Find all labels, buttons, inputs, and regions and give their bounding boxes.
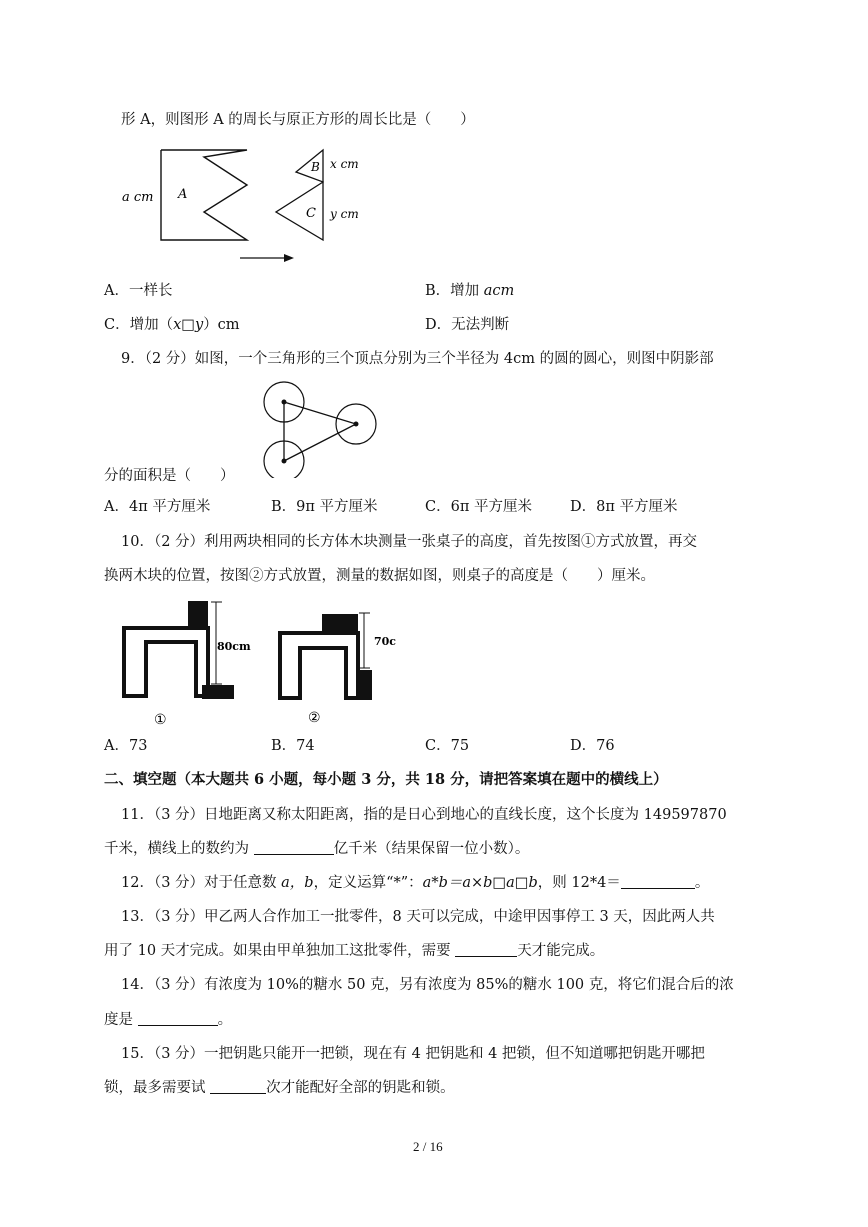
q8-option-d: D．无法判断 <box>425 317 510 333</box>
q12-answer-blank <box>621 874 695 889</box>
table-1 <box>124 628 208 696</box>
q13-answer-blank <box>455 942 517 957</box>
q10-option-b: B．74 <box>271 738 315 754</box>
q14-answer-blank <box>138 1011 218 1026</box>
q9-figure <box>255 378 385 478</box>
q15-line2: 锁，最多需要试 次才能配好全部的钥匙和锁。 <box>104 1080 455 1096</box>
fig2-mark: ② <box>308 710 321 726</box>
measure-1-label: 80cm <box>217 640 251 653</box>
piece-c-label: C <box>306 206 316 221</box>
side-label: a cm <box>122 190 154 205</box>
x-label: x cm <box>330 157 359 171</box>
q8-option-c: C．增加（x□y）cm <box>104 317 240 333</box>
q10-option-c: C．75 <box>425 738 470 754</box>
q13-line1: 13．（3 分）甲乙两人合作加工一批零件，8 天可以完成，中途甲因事停工 3 天，因此两人共 <box>121 909 715 925</box>
q11-line1: 11．（3 分）日地距离又称太阳距离，指的是日心到地心的直线长度，这个长度为 149597870 <box>121 807 727 823</box>
q10-line1: 10．（2 分）利用两块相同的长方体木块测量一张桌子的高度，首先按图①方式放置，再交 <box>121 534 698 550</box>
y-label: y cm <box>330 207 359 221</box>
section-2-heading: 二、填空题（本大题共 6 小题，每小题 3 分，共 18 分，请把答案填在题中的横线上） <box>104 771 668 788</box>
q8-figure <box>118 140 378 270</box>
q9-stem-tail: 分的面积是（ ） <box>104 468 235 484</box>
triangle <box>284 402 356 461</box>
q9-option-c: C．6π 平方厘米 <box>425 499 532 515</box>
measure-2-label: 70c <box>374 635 397 648</box>
q8-option-b: B．增加 acm <box>425 283 515 299</box>
q12-line: 12．（3 分）对于任意数 a，b，定义运算“*”：a*b＝a×b□a□b，则 12*4＝ 。 <box>121 875 710 891</box>
arrow-head <box>284 254 294 262</box>
fig1-mark: ① <box>154 712 167 726</box>
q14-line1: 14．（3 分）有浓度为 10%的糖水 50 克，另有浓度为 85%的糖水 100 克，将它们混合后的浓 <box>121 977 734 993</box>
q10-line2: 换两木块的位置，按图②方式放置，测量的数据如图，则桌子的高度是（ ）厘米。 <box>104 568 655 584</box>
q14-line2: 度是 。 <box>104 1012 233 1028</box>
block-2-top <box>322 614 358 633</box>
q8-stem-tail: 形 A，则图形 A 的周长与原正方形的周长比是（ ） <box>121 112 475 128</box>
q15-answer-blank <box>210 1079 266 1094</box>
q8-option-a: A．一样长 <box>104 283 173 299</box>
block-1-top <box>188 601 208 628</box>
shape-a-outline <box>161 150 247 240</box>
piece-b-label: B <box>311 160 320 174</box>
region-a-label: A <box>178 187 188 202</box>
table-2 <box>280 633 358 698</box>
q9-option-a: A．4π 平方厘米 <box>104 499 211 515</box>
q10-option-a: A．73 <box>104 738 148 754</box>
q10-figure <box>118 598 408 726</box>
q9-option-d: D．8π 平方厘米 <box>570 499 678 515</box>
q9-stem: 9．（2 分）如图，一个三角形的三个顶点分别为三个半径为 4cm 的圆的圆心，则图中阴影部 <box>121 351 714 367</box>
q9-option-b: B．9π 平方厘米 <box>271 499 378 515</box>
q13-line2: 用了 10 天才完成。如果由甲单独加工这批零件，需要 天才能完成。 <box>104 943 605 959</box>
q11-answer-blank <box>254 840 334 855</box>
block-1-bottom <box>202 685 234 699</box>
q11-line2: 千米，横线上的数约为 亿千米（结果保留一位小数）。 <box>104 841 530 857</box>
page-number: 2 / 16 <box>413 1139 443 1154</box>
q15-line1: 15．（3 分）一把钥匙只能开一把锁，现在有 4 把钥匙和 4 把锁，但不知道哪把钥匙开哪把 <box>121 1046 705 1062</box>
q10-option-d: D．76 <box>570 738 615 754</box>
block-2-bottom <box>356 670 372 700</box>
